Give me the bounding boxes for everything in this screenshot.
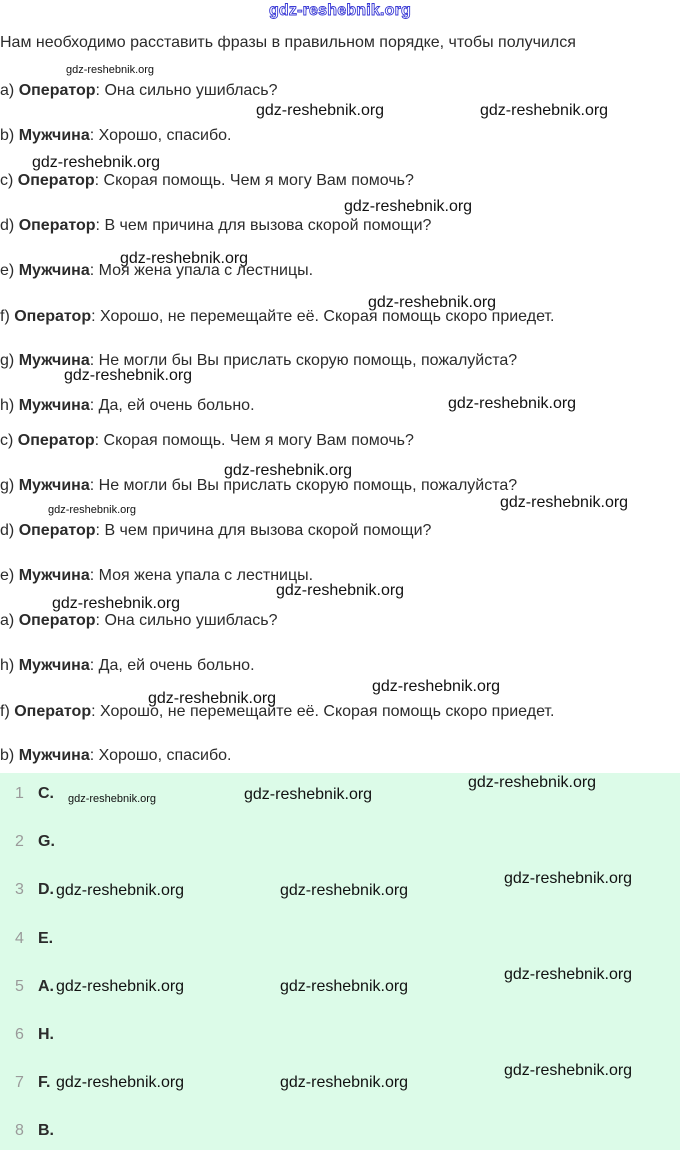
watermark: gdz-reshebnik.org bbox=[56, 978, 185, 995]
dialogue-line: a) Оператор: Она сильно ушиблась? bbox=[0, 612, 278, 629]
answer-number: 1 bbox=[15, 785, 24, 802]
dialogue-line: g) Мужчина: Не могли бы Вы прислать скорую помощь, пожалуйста? bbox=[0, 477, 518, 494]
dialogue-line: c) Оператор: Скорая помощь. Чем я могу Вам помочь? bbox=[0, 172, 414, 189]
answer-number: 7 bbox=[15, 1074, 24, 1091]
answer-value: D. bbox=[38, 881, 54, 898]
task-intro: Нам необходимо расставить фразы в правильном порядке, чтобы получился bbox=[0, 34, 576, 51]
watermark: gdz-reshebnik.org bbox=[504, 1062, 633, 1079]
dialogue-line: e) Мужчина: Моя жена упала с лестницы. bbox=[0, 567, 314, 584]
watermark: gdz-reshebnik.org bbox=[280, 978, 409, 995]
site-header-logo[interactable]: gdz-reshebnik.org bbox=[268, 2, 412, 19]
watermark: gdz-reshebnik.org bbox=[256, 102, 385, 119]
watermark: gdz-reshebnik.org bbox=[448, 395, 577, 412]
answer-value: A. bbox=[38, 978, 54, 995]
watermark: gdz-reshebnik.org bbox=[64, 367, 193, 384]
watermark: gdz-reshebnik.org bbox=[280, 1074, 409, 1091]
answer-number: 2 bbox=[15, 833, 24, 850]
answer-value: G. bbox=[38, 833, 55, 850]
watermark: gdz-reshebnik.org bbox=[148, 690, 277, 707]
answer-number: 6 bbox=[15, 1026, 24, 1043]
answer-value: H. bbox=[38, 1026, 54, 1043]
answer-number: 3 bbox=[15, 881, 24, 898]
dialogue-line: b) Мужчина: Хорошо, спасибо. bbox=[0, 127, 232, 144]
dialogue-line: g) Мужчина: Не могли бы Вы прислать скорую помощь, пожалуйста? bbox=[0, 352, 518, 369]
answer-number: 8 bbox=[15, 1122, 24, 1139]
watermark: gdz-reshebnik.org bbox=[500, 494, 629, 511]
answer-box bbox=[0, 773, 680, 1150]
dialogue-line: b) Мужчина: Хорошо, спасибо. bbox=[0, 747, 232, 764]
watermark: gdz-reshebnik.org bbox=[504, 966, 633, 983]
watermark: gdz-reshebnik.org bbox=[52, 595, 181, 612]
watermark: gdz-reshebnik.org bbox=[480, 102, 609, 119]
watermark: gdz-reshebnik.org bbox=[48, 504, 137, 516]
watermark: gdz-reshebnik.org bbox=[244, 786, 373, 803]
answer-number: 5 bbox=[15, 978, 24, 995]
watermark: gdz-reshebnik.org bbox=[504, 870, 633, 887]
watermark: gdz-reshebnik.org bbox=[372, 678, 501, 695]
dialogue-line: e) Мужчина: Моя жена упала с лестницы. bbox=[0, 262, 314, 279]
answer-number: 4 bbox=[15, 930, 24, 947]
watermark: gdz-reshebnik.org bbox=[224, 462, 353, 479]
watermark: gdz-reshebnik.org bbox=[280, 882, 409, 899]
watermark: gdz-reshebnik.org bbox=[120, 250, 249, 267]
watermark: gdz-reshebnik.org bbox=[344, 198, 473, 215]
answer-value: E. bbox=[38, 930, 54, 947]
watermark: gdz-reshebnik.org bbox=[68, 793, 157, 805]
watermark: gdz-reshebnik.org bbox=[66, 64, 155, 76]
dialogue-line: h) Мужчина: Да, ей очень больно. bbox=[0, 657, 255, 674]
answer-value: F. bbox=[38, 1074, 51, 1091]
answer-value: C. bbox=[38, 785, 54, 802]
answer-value: B. bbox=[38, 1122, 54, 1139]
dialogue-line: h) Мужчина: Да, ей очень больно. bbox=[0, 397, 255, 414]
watermark: gdz-reshebnik.org bbox=[32, 154, 161, 171]
dialogue-line: a) Оператор: Она сильно ушиблась? bbox=[0, 82, 278, 99]
watermark: gdz-reshebnik.org bbox=[468, 774, 597, 791]
dialogue-line: d) Оператор: В чем причина для вызова скорой помощи? bbox=[0, 522, 432, 539]
dialogue-line: c) Оператор: Скорая помощь. Чем я могу Вам помочь? bbox=[0, 432, 414, 449]
dialogue-line: f) Оператор: Хорошо, не перемещайте её. Скорая помощь скоро приедет. bbox=[0, 308, 555, 325]
watermark: gdz-reshebnik.org bbox=[368, 294, 497, 311]
watermark: gdz-reshebnik.org bbox=[56, 1074, 185, 1091]
watermark: gdz-reshebnik.org bbox=[56, 882, 185, 899]
dialogue-line: d) Оператор: В чем причина для вызова скорой помощи? bbox=[0, 217, 432, 234]
watermark: gdz-reshebnik.org bbox=[276, 582, 405, 599]
dialogue-line: f) Оператор: Хорошо, не перемещайте её. Скорая помощь скоро приедет. bbox=[0, 703, 555, 720]
